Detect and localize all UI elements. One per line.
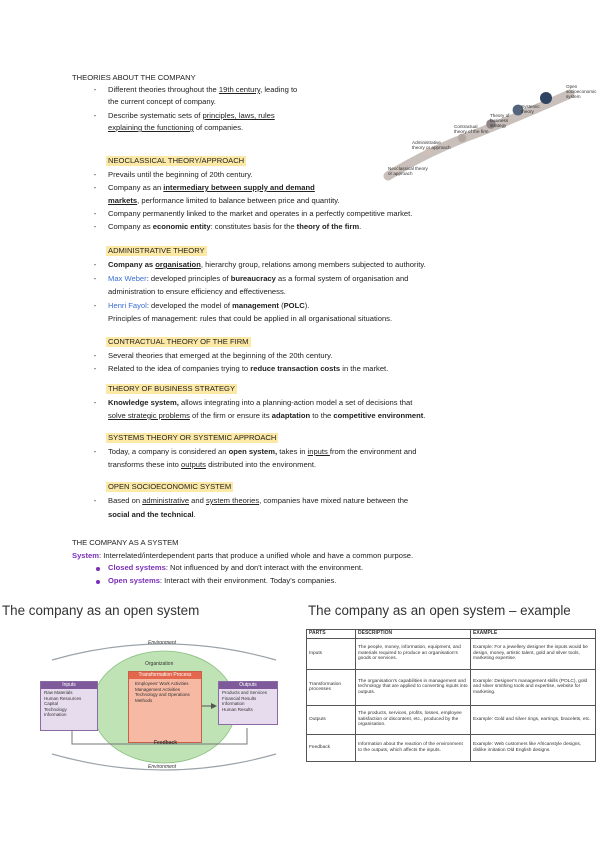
output-item: Financial Results [222, 695, 257, 701]
timeline-label-open-socioeconomic: Open socioeconomic system [566, 84, 597, 100]
transform-item-2: Management Activities [135, 686, 181, 692]
admin-bullet-3-cont: Principles of management: rules that could be applied in all organisational situations. [108, 314, 393, 323]
section-heading-company-system: THE COMPANY AS A SYSTEM [72, 538, 179, 547]
outputs-header: Outputs [219, 682, 277, 689]
timeline-label-systemic: Systemic theory [521, 104, 540, 115]
system-definition: System: Interrelated/interdependent parts that produce a unified whole and have a common purpose. [72, 551, 414, 560]
environment-top-label: Environment [148, 640, 177, 646]
table-header-row [307, 630, 596, 639]
table-cell: Example: Gold and silver rings, earrings, bracelets, etc. [471, 705, 596, 734]
table-cell: Example: For a jewellery designer the inputs would be design, money, artistic talent, gold and silver tools, marketing expertise. [471, 638, 596, 669]
timeline-label-strategy: Theory of business strategy [490, 113, 510, 129]
section-heading-neoclassical: NEOCLASSICAL THEORY/APPROACH [108, 156, 245, 165]
neo-bullet-2-cont: markets, performance limited to balance between price and quantity. [108, 196, 340, 205]
input-item: Raw Materials [44, 690, 73, 696]
opensoc-bullet-1-cont: social and the technical. [108, 510, 196, 519]
inputs-box [40, 681, 98, 731]
section-heading-open-socioeconomic: OPEN SOCIOECONOMIC SYSTEM [108, 482, 232, 491]
table-header-cell: EXAMPLE [471, 630, 596, 639]
output-item: Information [222, 701, 245, 707]
bullet-dot-closed [96, 567, 100, 571]
timeline-ball-3 [458, 134, 466, 142]
transformation-header: Transformation Process [129, 672, 201, 679]
table-cell: Inputs [307, 638, 356, 669]
theories-bullet-2-cont: explaining the functioning of companies. [108, 123, 244, 132]
table-row [307, 638, 596, 669]
table-cell: The organisation's capabilities in management and technology that are applied to converting inputs into outputs. [356, 669, 471, 705]
output-item: Human Results [222, 706, 253, 712]
section-heading-administrative: ADMINISTRATIVE THEORY [108, 246, 205, 255]
table-cell: Example: Web customers like Africanstyle designs, dislike imitation Old English designs. [471, 734, 596, 761]
timeline-label-administrative: Administrative theory or approach [412, 140, 451, 151]
section-heading-strategy: THEORY OF BUSINESS STRATEGY [108, 384, 236, 393]
figure-left-title: The company as an open system [2, 603, 200, 618]
table-header-cell: DESCRIPTION [356, 630, 471, 639]
table-cell: Transformation processes [307, 669, 356, 705]
open-systems-line: Open systems: Interact with their environment. Today's companies. [108, 576, 337, 585]
transformation-box [128, 671, 202, 743]
input-item: Human Resources [44, 695, 82, 701]
environment-bottom-label: Environment [148, 764, 177, 770]
outputs-box [218, 681, 278, 725]
table-cell: Outputs [307, 705, 356, 734]
feedback-label: Feedback [154, 740, 178, 746]
transform-item-1: Employees' Work Activities [135, 681, 189, 687]
timeline-label-neoclassical: Neoclassical theory or approach [388, 166, 428, 177]
organization-label: Organization [145, 661, 174, 667]
admin-bullet-2-cont: administration to ensure efficiency and effectiveness. [108, 287, 286, 296]
theories-bullet-1-cont: the current concept of company. [108, 97, 216, 106]
table-header-cell: PARTS [307, 630, 356, 639]
table-row [307, 705, 596, 734]
table-cell: The people, money, information, equipment, and materials required to produce an organisation's goods or services. [356, 638, 471, 669]
inputs-header: Inputs [41, 682, 97, 689]
transform-item-3: Technology and Operations Methods [135, 692, 190, 703]
table-cell: The products, services, profits, losses, employee satisfaction or discontent, etc., produced by the organisation. [356, 705, 471, 734]
table-cell: Feedback [307, 734, 356, 761]
output-item: Products and Services [222, 690, 268, 696]
table-row [307, 734, 596, 761]
input-item: Information [44, 712, 67, 718]
systems-bullet-1-cont: transforms these into outputs distributed into the environment. [108, 460, 317, 469]
timeline-ball-6 [540, 92, 552, 104]
table-cell: Information about the reaction of the environment to the outputs, which affects the inputs. [356, 734, 471, 761]
table-cell: Example: Designer's management skills (POLC), gold and silver smithing tools and expertise, website for marketing. [471, 669, 596, 705]
section-heading-systems: SYSTEMS THEORY OR SYSTEMIC APPROACH [108, 433, 277, 442]
input-item: Technology [44, 706, 67, 712]
strategy-bullet-1-cont: solve strategic problems of the firm or ensure its adaptation to the competitive environment. [108, 411, 426, 420]
bullet-dot-open [96, 580, 100, 584]
input-item: Capital [44, 701, 59, 707]
timeline-label-contractual: Contractual theory of the firm [454, 124, 489, 135]
closed-systems-line: Closed systems: Not influenced by and don't interact with the environment. [108, 563, 364, 572]
section-heading-theories: THEORIES ABOUT THE COMPANY [72, 73, 196, 82]
figure-right-title: The company as an open system – example [308, 603, 571, 618]
section-heading-contractual: CONTRACTUAL THEORY OF THE FIRM [108, 337, 249, 346]
open-system-example-table [306, 629, 596, 762]
table-row [307, 669, 596, 705]
